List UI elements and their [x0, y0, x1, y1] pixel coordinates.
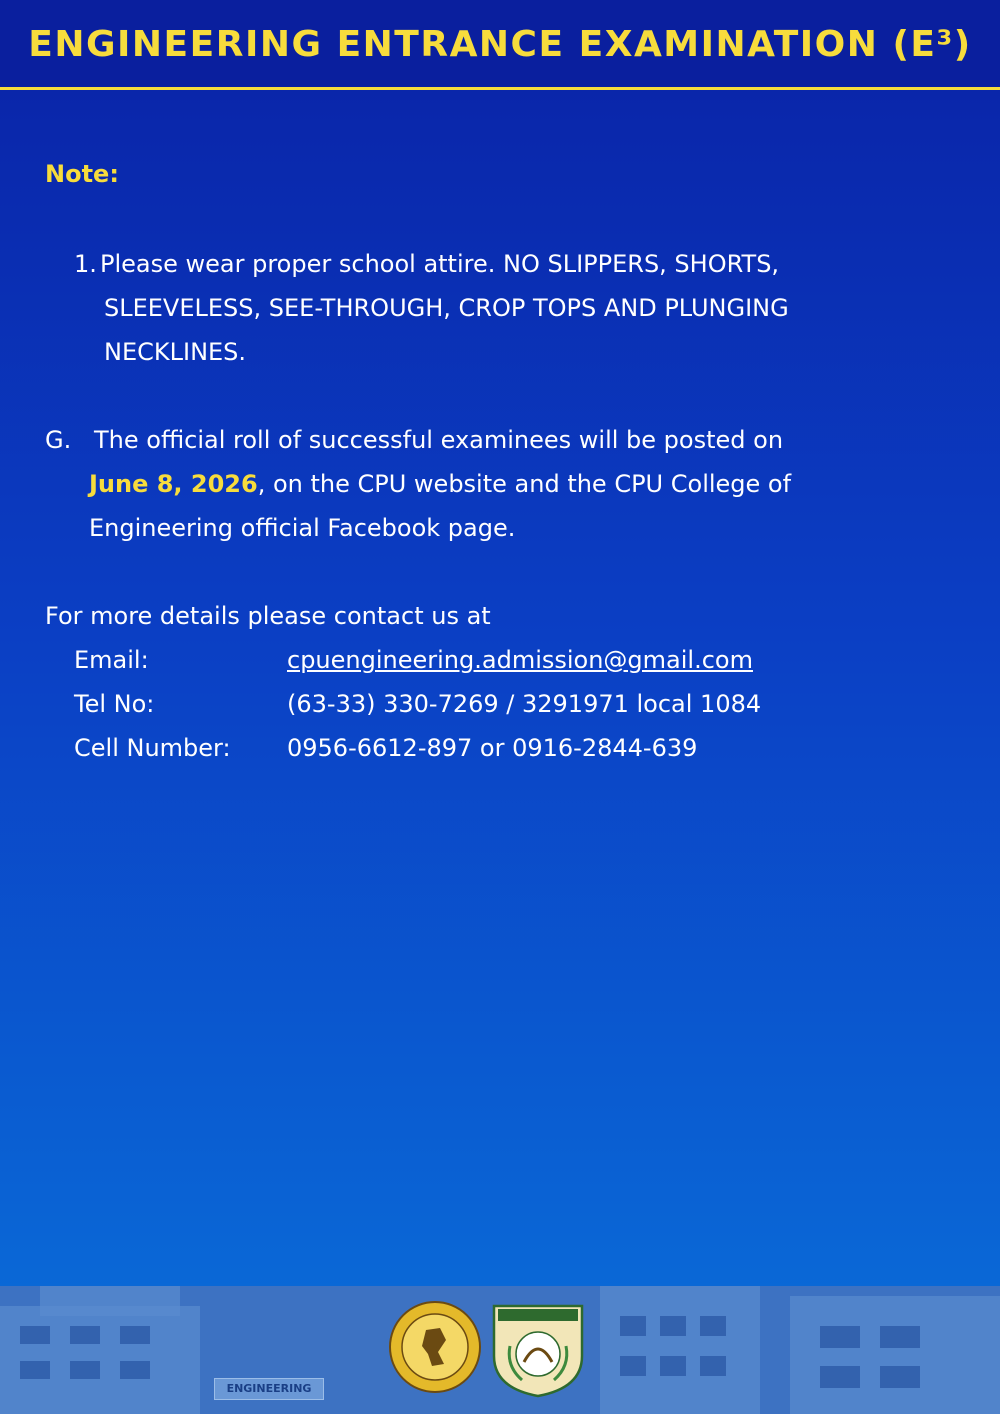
window: [70, 1361, 100, 1379]
window: [700, 1356, 726, 1376]
tel-value: (63-33) 330-7269 / 3291971 local 1084: [287, 690, 762, 718]
posting-date: June 8, 2026: [89, 470, 258, 498]
header-banner: [0, 0, 1000, 90]
building-left: [0, 1306, 200, 1414]
contact-details: [74, 638, 954, 770]
footer-building-photo: [0, 1286, 1000, 1414]
window: [620, 1316, 646, 1336]
college-of-engineering-seal-logo: [486, 1296, 590, 1400]
note-item-line: SLEEVELESS, SEE-THROUGH, CROP TOPS AND PLUNGING: [104, 294, 789, 322]
building-left-roof: [40, 1286, 180, 1316]
note-item-line: NECKLINES.: [104, 338, 247, 366]
building-far-right: [790, 1296, 1000, 1414]
window: [70, 1326, 100, 1344]
cell-label: Cell Number:: [74, 734, 231, 762]
cell-value: 0956-6612-897 or 0916-2844-639: [287, 734, 698, 762]
note-item-line: Please wear proper school attire. NO SLIPPERS, SHORTS,: [100, 250, 780, 278]
section-g-line-2: [89, 462, 945, 506]
window: [660, 1316, 686, 1336]
contact-intro: For more details please contact us at: [45, 602, 491, 630]
building-sign: ENGINEERING: [214, 1378, 324, 1400]
contact-row-tel: [74, 682, 954, 726]
email-label: Email:: [74, 646, 149, 674]
window: [120, 1361, 150, 1379]
section-g-letter: G.: [45, 426, 72, 454]
window: [620, 1356, 646, 1376]
window: [820, 1326, 860, 1348]
window: [20, 1361, 50, 1379]
contact-row-cell: [74, 726, 954, 770]
tel-label: Tel No:: [74, 690, 155, 718]
page-title: ENGINEERING ENTRANCE EXAMINATION (E³): [28, 24, 972, 65]
cpu-seal-logo: [388, 1300, 482, 1394]
window: [660, 1356, 686, 1376]
note-item-1: [74, 242, 894, 374]
window: [20, 1326, 50, 1344]
email-link[interactable]: cpuengineering.admission@gmail.com: [287, 646, 753, 674]
note-item-number: 1.: [74, 250, 97, 278]
window: [880, 1366, 920, 1388]
section-g-line-rest: , on the CPU website and the CPU College of: [257, 470, 792, 498]
section-g-line: Engineering official Facebook page.: [89, 514, 516, 542]
section-g-line: The official roll of successful examinees will be posted on: [94, 426, 784, 454]
contact-row-email: [74, 638, 954, 682]
note-label: Note:: [45, 160, 119, 188]
section-g: [45, 418, 945, 550]
window: [820, 1366, 860, 1388]
building-right: [600, 1286, 760, 1414]
window: [120, 1326, 150, 1344]
window: [880, 1326, 920, 1348]
window: [700, 1316, 726, 1336]
